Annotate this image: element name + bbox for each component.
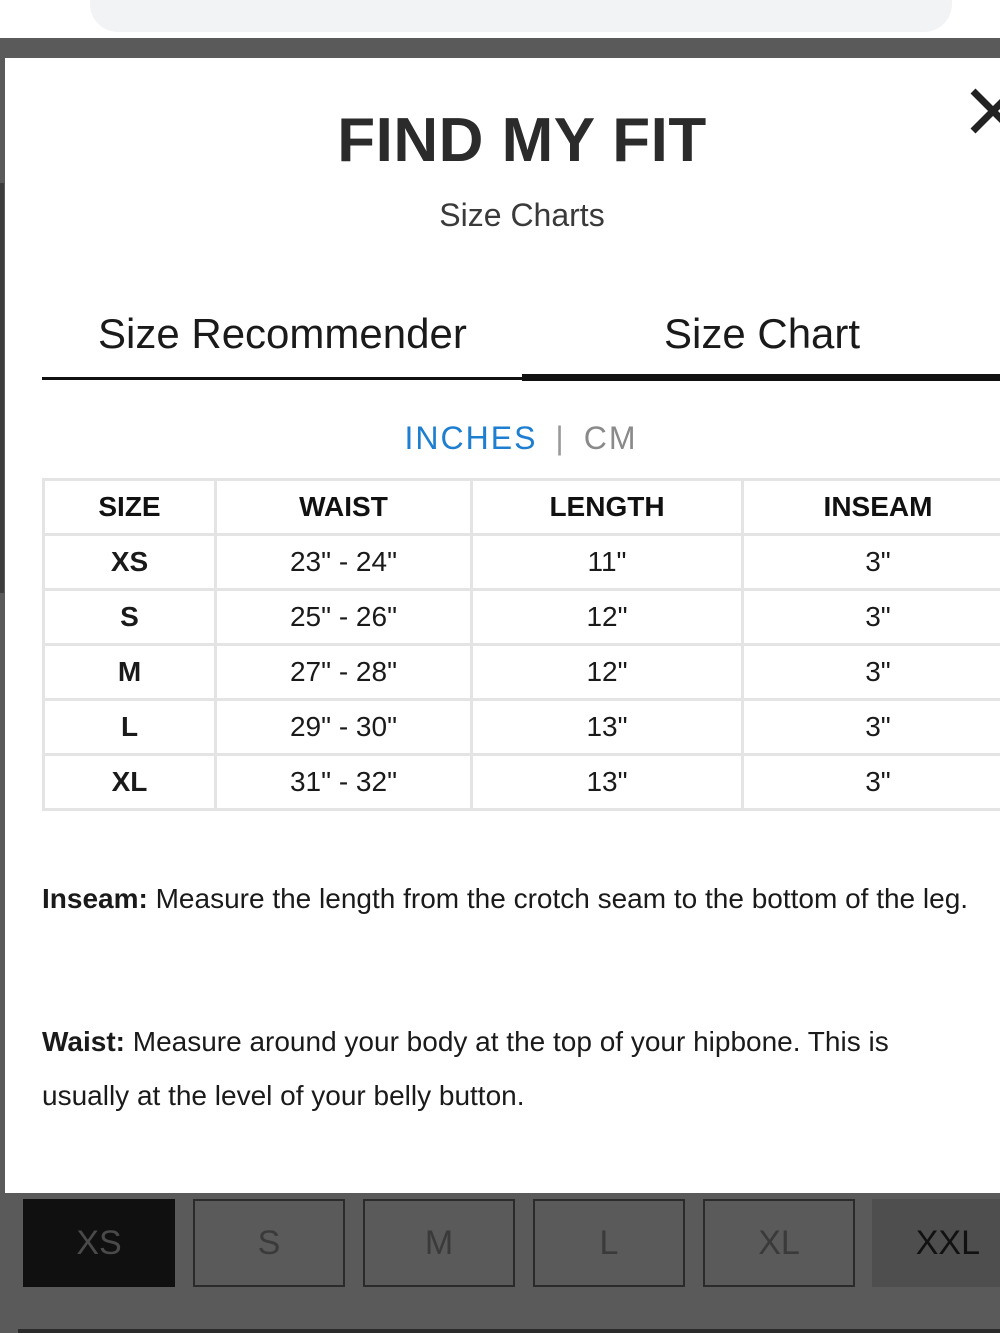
inseam-cell: 3" bbox=[743, 590, 1000, 645]
inseam-cell: 3" bbox=[743, 535, 1000, 590]
size-option-s[interactable]: S bbox=[193, 1199, 345, 1287]
size-chart-table bbox=[42, 478, 1000, 811]
tab-size-recommender[interactable]: Size Recommender bbox=[98, 310, 467, 357]
top-search-bar bbox=[90, 0, 952, 32]
waist-cell: 29" - 30" bbox=[216, 700, 472, 755]
inseam-note-text: Measure the length from the crotch seam to the bottom of the leg. bbox=[147, 883, 969, 914]
waist-cell: 31" - 32" bbox=[216, 755, 472, 810]
unit-cm-option[interactable]: CM bbox=[583, 420, 638, 456]
header-inseam: INSEAM bbox=[743, 480, 1000, 535]
table-row bbox=[44, 645, 1000, 700]
size-option-m[interactable]: M bbox=[363, 1199, 515, 1287]
modal-subtitle: Size Charts bbox=[439, 197, 605, 233]
bottom-divider bbox=[18, 1329, 1000, 1333]
size-cell: L bbox=[44, 700, 216, 755]
table-row bbox=[44, 755, 1000, 810]
inseam-cell: 3" bbox=[743, 645, 1000, 700]
waist-cell: 25" - 26" bbox=[216, 590, 472, 645]
table-row bbox=[44, 700, 1000, 755]
unit-inches-option[interactable]: INCHES bbox=[404, 420, 538, 456]
length-cell: 11" bbox=[472, 535, 743, 590]
length-cell: 13" bbox=[472, 700, 743, 755]
size-option-xs[interactable]: XS bbox=[23, 1199, 175, 1287]
length-cell: 12" bbox=[472, 590, 743, 645]
table-row bbox=[44, 535, 1000, 590]
inseam-cell: 3" bbox=[743, 700, 1000, 755]
tab-active-underline bbox=[522, 374, 1000, 381]
waist-note bbox=[42, 1015, 982, 1123]
unit-separator: | bbox=[555, 420, 566, 456]
length-cell: 13" bbox=[472, 755, 743, 810]
size-option-xxl[interactable]: XXL bbox=[872, 1199, 1000, 1287]
size-cell: XL bbox=[44, 755, 216, 810]
table-row bbox=[44, 590, 1000, 645]
waist-cell: 27" - 28" bbox=[216, 645, 472, 700]
size-option-l[interactable]: L bbox=[533, 1199, 685, 1287]
length-cell: 12" bbox=[472, 645, 743, 700]
size-cell: M bbox=[44, 645, 216, 700]
tab-size-chart[interactable]: Size Chart bbox=[664, 310, 861, 357]
waist-note-text: Measure around your body at the top of your hipbone. This is usually at the level of your belly button. bbox=[42, 1026, 889, 1111]
header-size: SIZE bbox=[44, 480, 216, 535]
inseam-note bbox=[42, 872, 982, 926]
size-cell: S bbox=[44, 590, 216, 645]
header-length: LENGTH bbox=[472, 480, 743, 535]
size-option-xl[interactable]: XL bbox=[703, 1199, 855, 1287]
inseam-note-label: Inseam: bbox=[42, 883, 148, 914]
header-waist: WAIST bbox=[216, 480, 472, 535]
waist-note-label: Waist: bbox=[42, 1026, 125, 1057]
overlay-strip bbox=[0, 183, 4, 593]
inseam-cell: 3" bbox=[743, 755, 1000, 810]
modal-title: FIND MY FIT bbox=[337, 106, 707, 175]
waist-cell: 23" - 24" bbox=[216, 535, 472, 590]
unit-toggle bbox=[0, 420, 1000, 457]
size-cell: XS bbox=[44, 535, 216, 590]
table-header-row bbox=[44, 480, 1000, 535]
tab-underline bbox=[42, 377, 522, 380]
